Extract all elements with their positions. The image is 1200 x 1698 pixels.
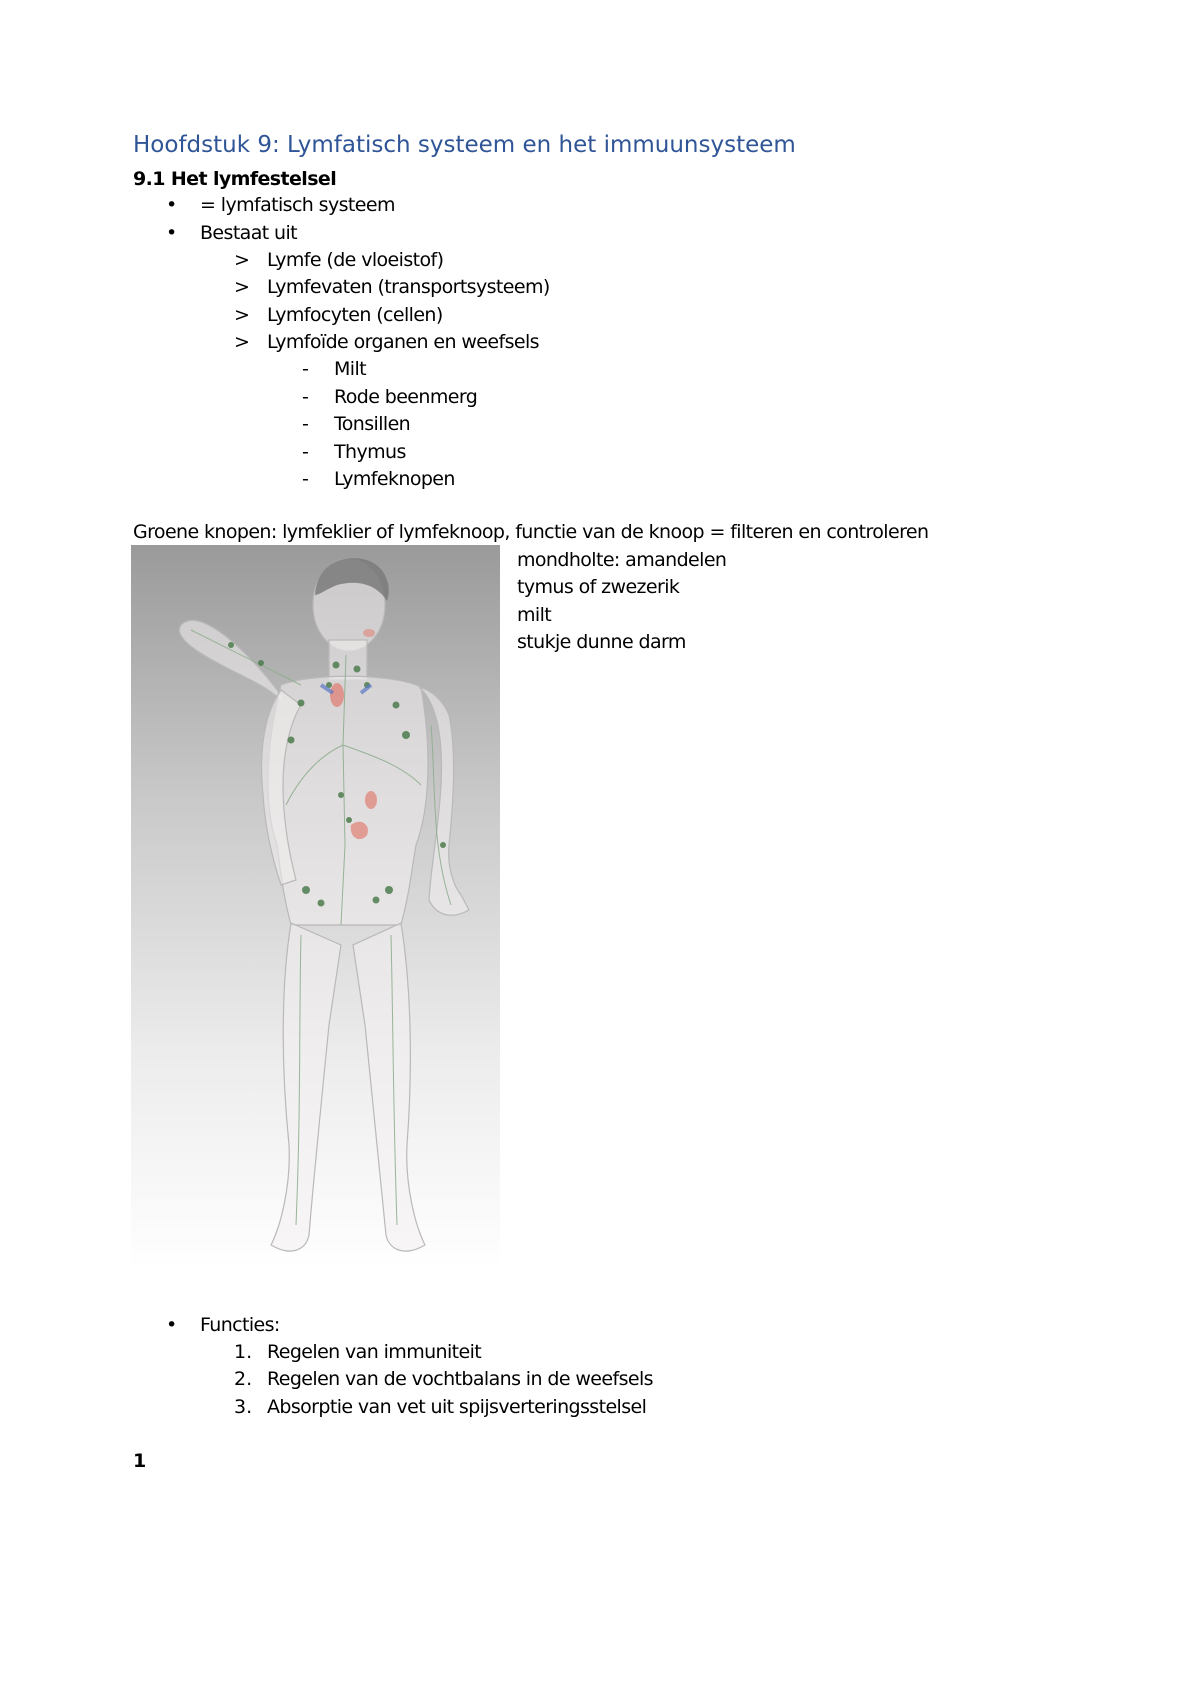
function-item: Absorptie van vet uit spijsverteringsstelsel: [267, 1396, 647, 1418]
component-item: Lymfoïde organen en weefsels: [267, 331, 539, 353]
dash-marker: -: [302, 358, 309, 380]
arrow-marker: >: [234, 304, 250, 326]
lymphatic-system-illustration: [131, 545, 500, 1271]
dash-marker: -: [302, 468, 309, 490]
component-item: Lymfe (de vloeistof): [267, 249, 444, 271]
arrow-marker: >: [234, 331, 250, 353]
organ-item: Lymfeknopen: [334, 468, 455, 490]
dash-marker: -: [302, 413, 309, 435]
organ-item: Rode beenmerg: [334, 386, 478, 408]
figure-note: tymus of zwezerik: [517, 576, 680, 598]
bullet-marker: •: [166, 1314, 178, 1336]
figure-note: milt: [517, 604, 552, 626]
bullet-item: = lymfatisch systeem: [200, 194, 395, 216]
number-marker: 1.: [234, 1341, 253, 1363]
dash-marker: -: [302, 441, 309, 463]
bullet-marker: •: [166, 222, 178, 244]
organ-item: Tonsillen: [334, 413, 411, 435]
bullet-item: Bestaat uit: [200, 222, 298, 244]
functions-label: Functies:: [200, 1314, 280, 1336]
figure-caption: Groene knopen: lymfeklier of lymfeknoop, functie van de knoop = filteren en controleren: [133, 521, 929, 543]
component-item: Lymfocyten (cellen): [267, 304, 443, 326]
number-marker: 2.: [234, 1368, 253, 1390]
function-item: Regelen van de vochtbalans in de weefsels: [267, 1368, 653, 1390]
section-heading: 9.1 Het lymfestelsel: [133, 168, 337, 190]
page-number: 1: [133, 1450, 147, 1472]
chapter-title: Hoofdstuk 9: Lymfatisch systeem en het immuunsysteem: [133, 132, 796, 158]
dash-marker: -: [302, 386, 309, 408]
arrow-marker: >: [234, 249, 250, 271]
organ-item: Thymus: [334, 441, 406, 463]
figure-note: mondholte: amandelen: [517, 549, 727, 571]
number-marker: 3.: [234, 1396, 253, 1418]
figure-note: stukje dunne darm: [517, 631, 686, 653]
function-item: Regelen van immuniteit: [267, 1341, 482, 1363]
bullet-marker: •: [166, 194, 178, 216]
component-item: Lymfevaten (transportsysteem): [267, 276, 550, 298]
organ-item: Milt: [334, 358, 367, 380]
arrow-marker: >: [234, 276, 250, 298]
